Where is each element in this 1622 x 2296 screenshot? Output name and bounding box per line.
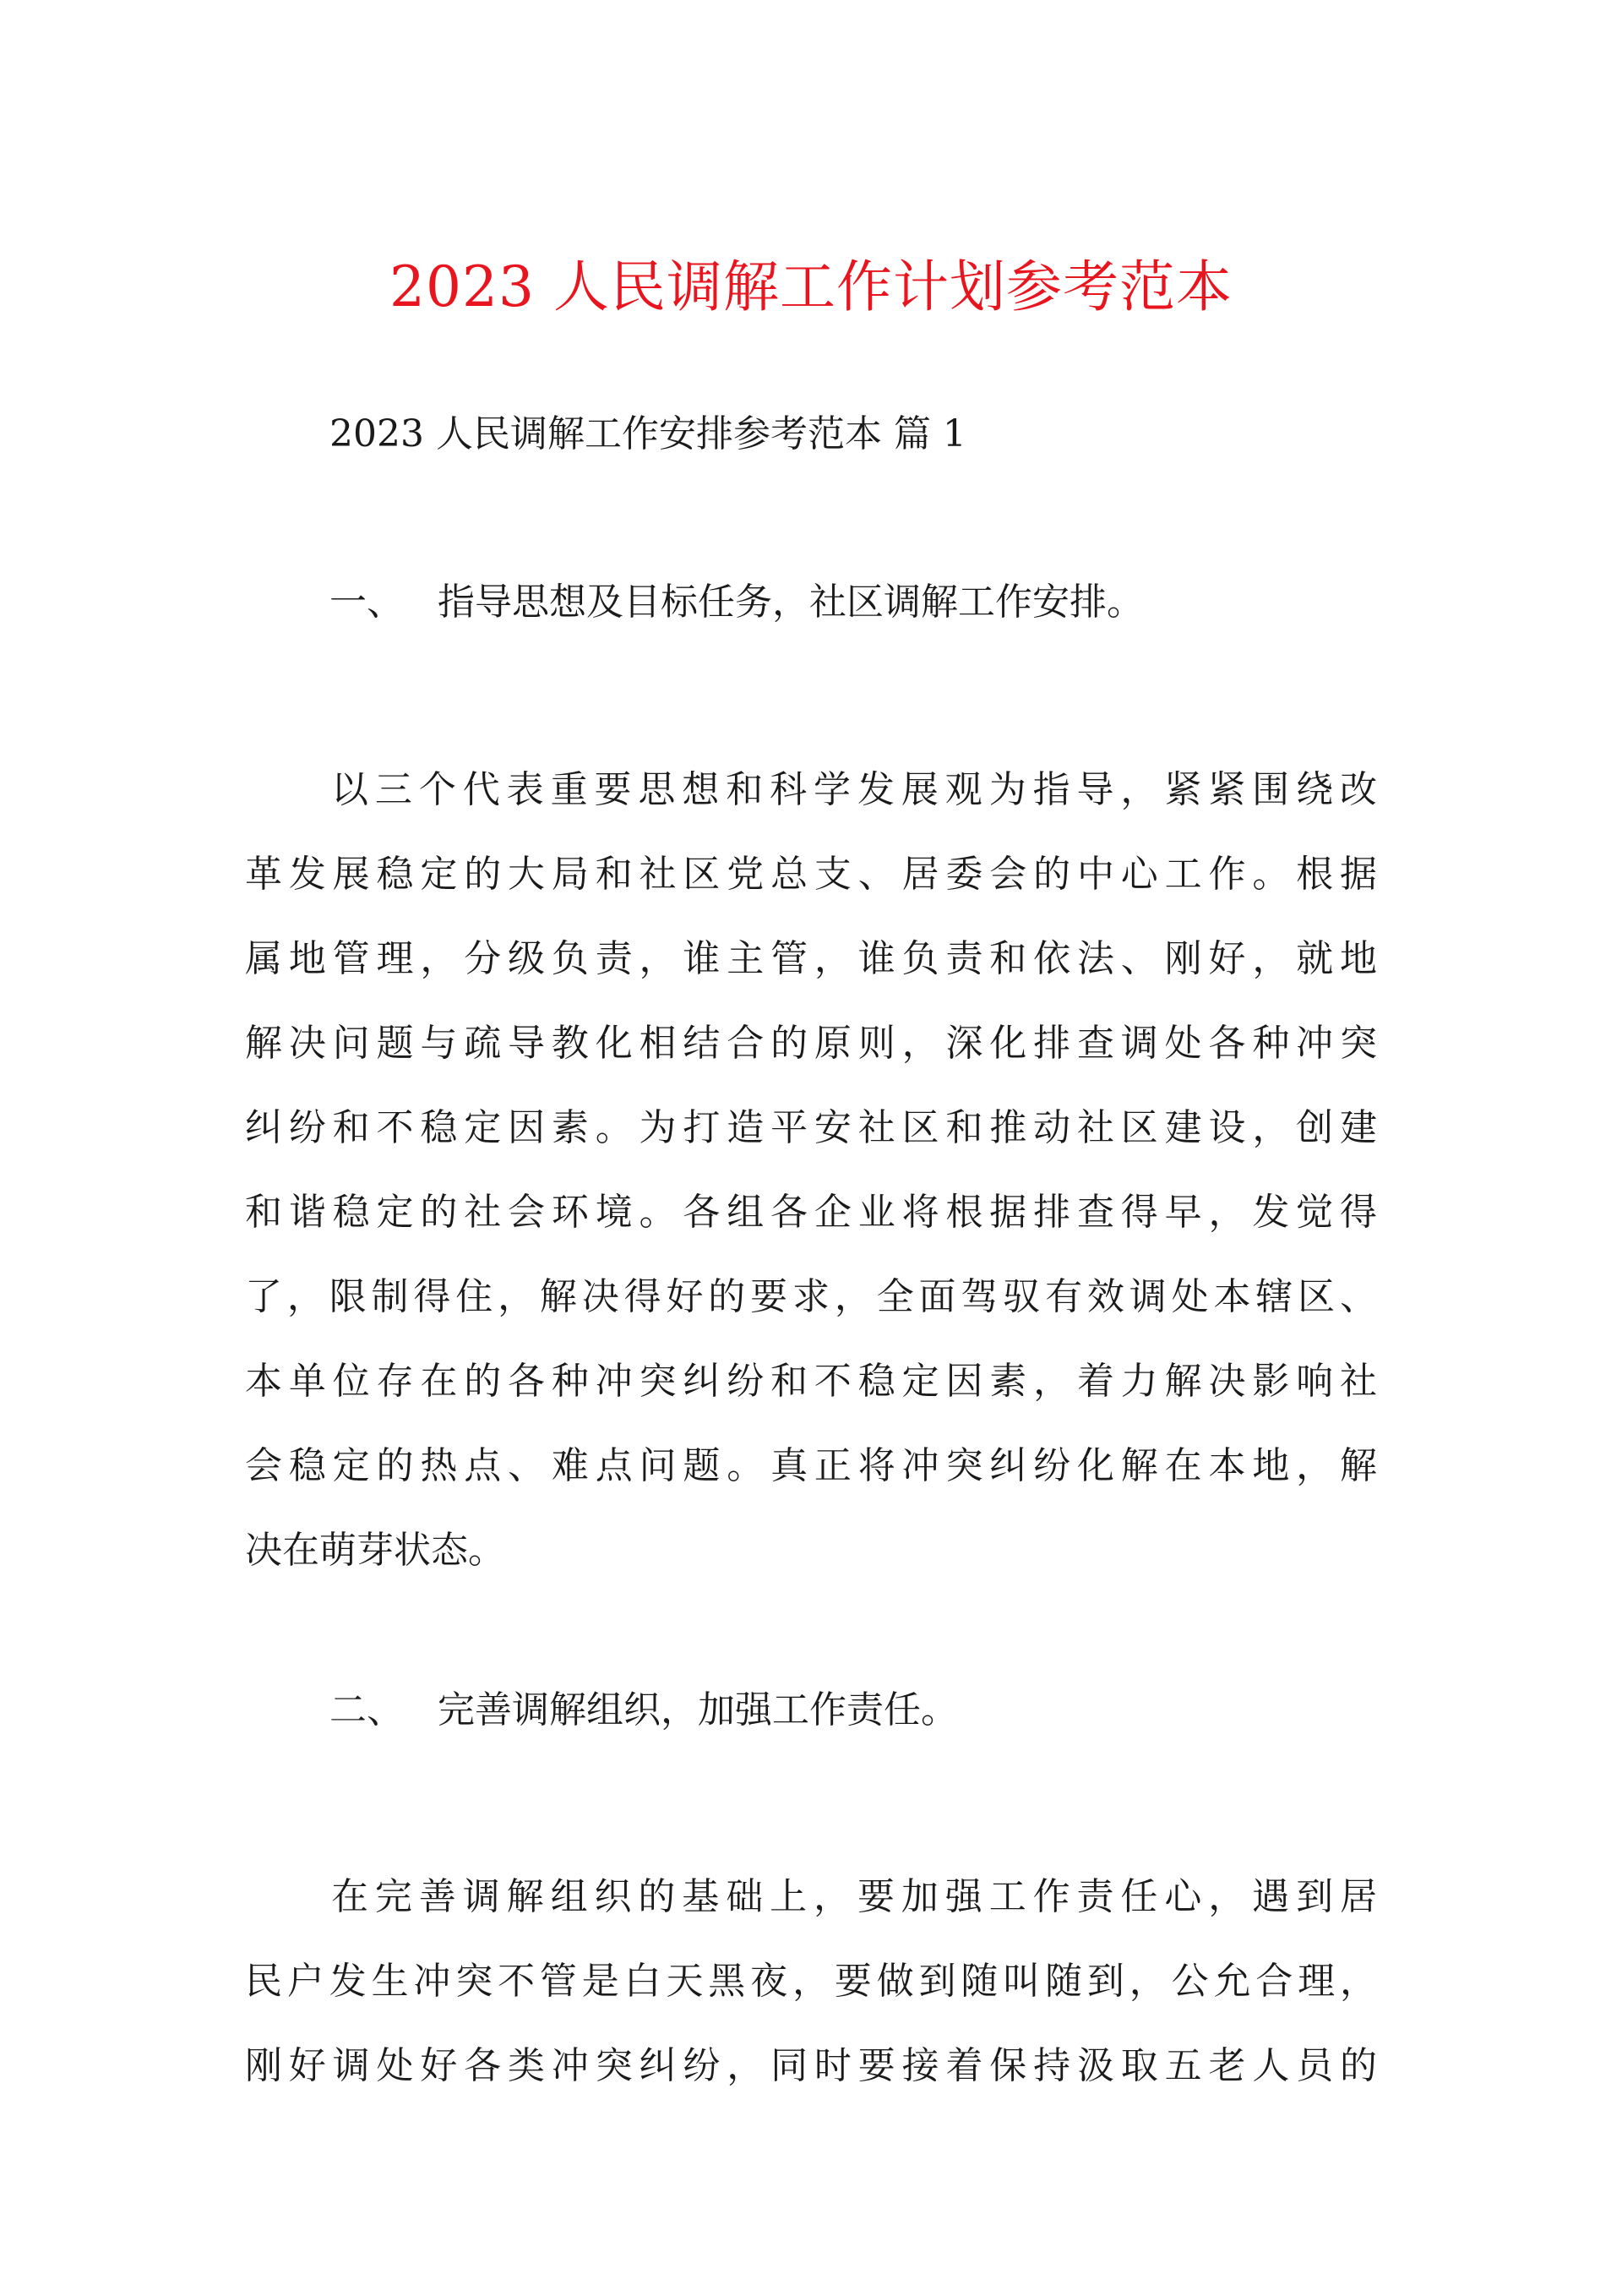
section-heading-text-1: 指导思想及目标任务，社区调解工作安排。 [438,581,1144,624]
paragraph-line: 决在萌芽状态。 [245,1529,505,1572]
paragraph-line: 在完善调解组织的基础上，要加强工作责任心，遇到居 [331,1875,1377,1918]
document-title: 2023 人民调解工作计划参考范本 [389,254,1233,319]
paragraph-line: 解决问题与疏导教化相结合的原则，深化排查调处各种冲突 [245,1022,1377,1065]
paragraph-line: 本单位存在的各种冲突纠纷和不稳定因素，着力解决影响社 [245,1360,1377,1403]
section-heading-text-2: 完善调解组织，加强工作责任。 [438,1688,958,1732]
paragraph-line: 了，限制得住，解决得好的要求，全面驾驭有效调处本辖区、 [245,1275,1377,1318]
section-paragraph-2 [245,1855,1377,2108]
paragraph-line: 以三个代表重要思想和科学发展观为指导，紧紧围绕改 [331,768,1377,811]
section-number-1: 一、 [329,581,404,624]
paragraph-line: 刚好调处好各类冲突纠纷，同时要接着保持汲取五老人员的 [245,2044,1377,2087]
section-heading-1 [329,577,1144,628]
paragraph-line: 属地管理，分级负责，谁主管，谁负责和依法、刚好，就地 [245,937,1377,980]
paragraph-line: 纠纷和不稳定因素。为打造平安社区和推动社区建设，创建 [245,1106,1377,1149]
document-subtitle: 2023 人民调解工作安排参考范本 篇 1 [329,412,966,455]
section-heading-2 [329,1685,958,1736]
paragraph-line: 会稳定的热点、难点问题。真正将冲突纠纷化解在本地，解 [245,1444,1377,1487]
paragraph-line: 革发展稳定的大局和社区党总支、居委会的中心工作。根据 [245,853,1377,896]
section-number-2: 二、 [329,1688,404,1732]
paragraph-line: 和谐稳定的社会环境。各组各企业将根据排查得早，发觉得 [245,1191,1377,1234]
section-paragraph-1 [245,748,1377,1593]
paragraph-line: 民户发生冲突不管是白天黑夜，要做到随叫随到，公允合理， [245,1960,1377,2003]
